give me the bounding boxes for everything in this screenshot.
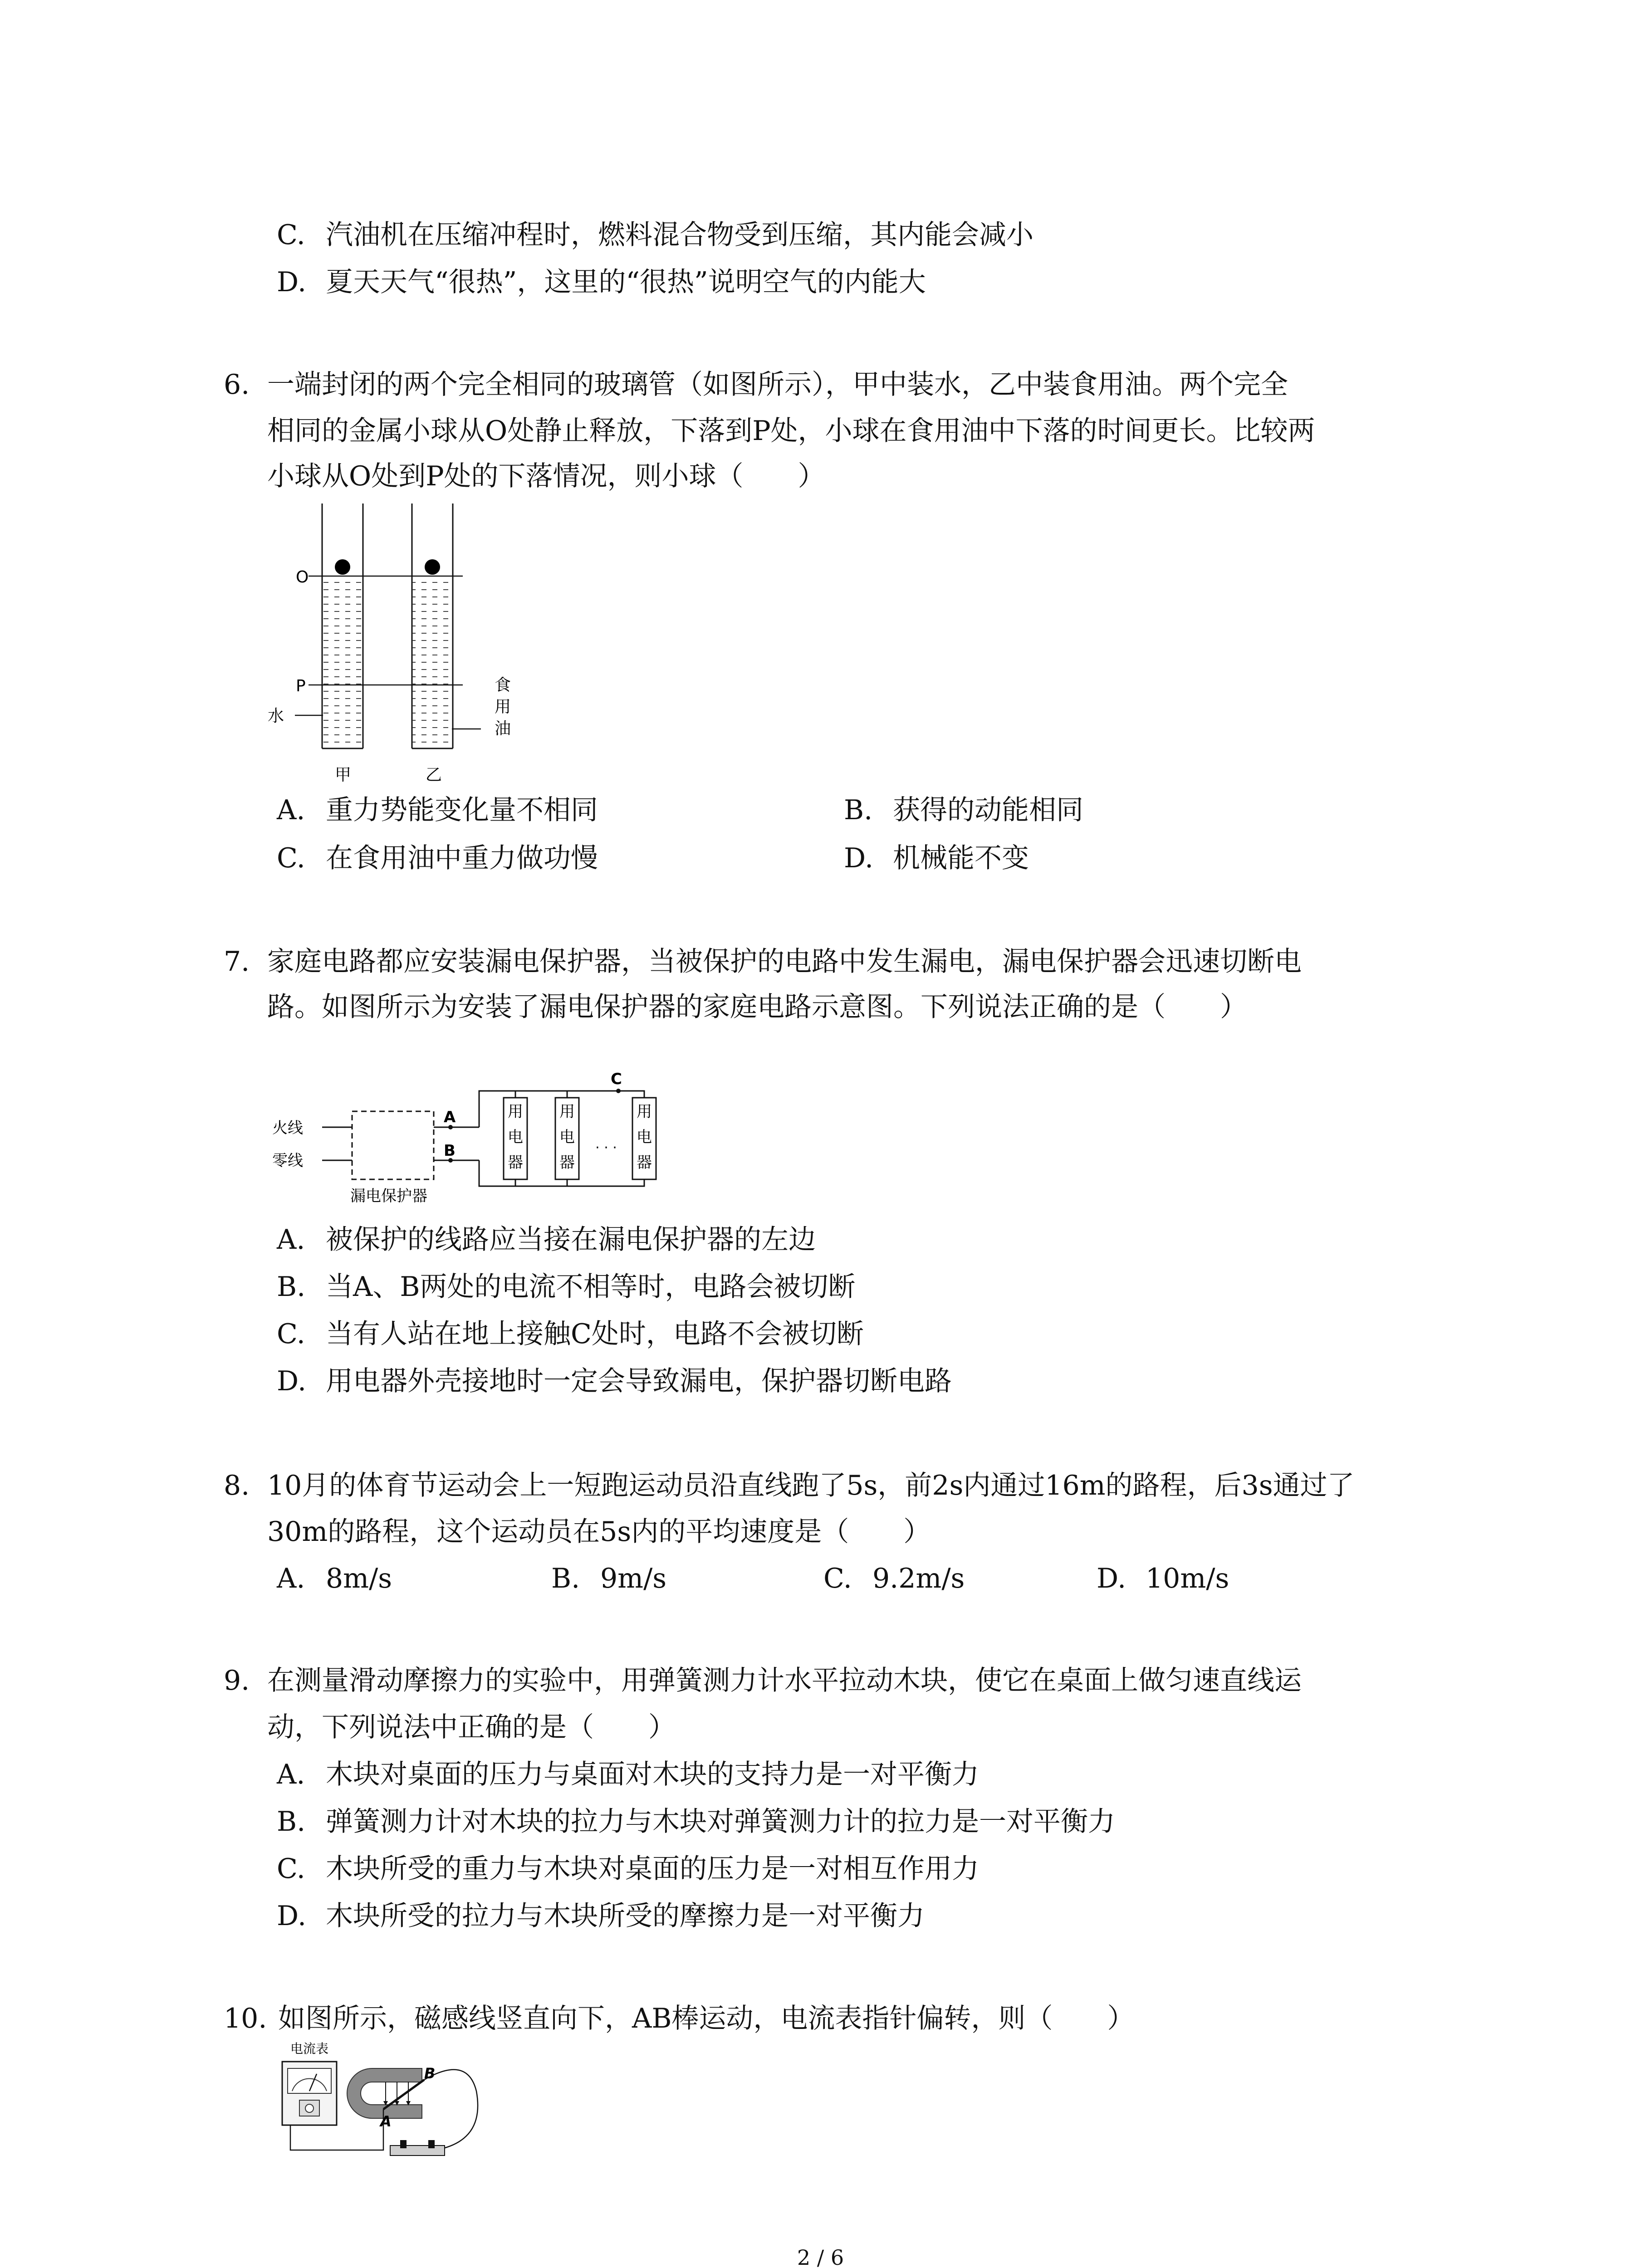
q5-option-d: D. 夏天天气“很热”，这里的“很热”说明空气的内能大: [277, 266, 926, 298]
svg-text:电: 电: [559, 1128, 575, 1146]
q8-option-b: B. 9m/s: [551, 1563, 667, 1594]
q9-option-c: C. 木块所受的重力与木块对桌面的压力是一对相互作用力: [277, 1853, 979, 1885]
label-protector: 漏电保护器: [350, 1187, 427, 1205]
label-fire-wire: 火线: [272, 1119, 303, 1137]
ball-yi: [425, 559, 440, 575]
u-magnet: [347, 2068, 422, 2118]
svg-text:用: 用: [637, 1103, 652, 1121]
q8-stem-line-1: 8. 10月的体育节运动会上一短跑运动员沿直线跑了5s，前2s内通过16m的路程，后3s通过了: [224, 1470, 1355, 1501]
oil-fill: [412, 576, 452, 748]
label-c: C: [611, 1070, 622, 1088]
water-fill: [323, 576, 362, 748]
page-number: 2 / 6: [797, 2245, 844, 2268]
point-c: [616, 1089, 621, 1093]
q6-option-d: D. 机械能不变: [844, 842, 1029, 874]
label-p: P: [296, 677, 306, 695]
label-yi: 乙: [426, 766, 442, 784]
label-b: B: [424, 2065, 436, 2082]
q8-option-d: D. 10m/s: [1097, 1563, 1230, 1594]
svg-text:器: 器: [559, 1154, 575, 1172]
q9-option-d: D. 木块所受的拉力与木块所受的摩擦力是一对平衡力: [277, 1900, 925, 1932]
q9-stem-line-1: 9. 在测量滑动摩擦力的实验中，用弹簧测力计水平拉动木块，使它在桌面上做匀速直线运: [224, 1665, 1302, 1696]
q6-stem-line-2: 相同的金属小球从O处静止释放，下落到P处，小球在食用油中下落的时间更长。比较两: [267, 415, 1315, 447]
q6-stem-line-3: 小球从O处到P处的下落情况，则小球（ ）: [267, 460, 825, 492]
q8-stem-line-2: 30m的路程，这个运动员在5s内的平均速度是（ ）: [267, 1516, 931, 1548]
svg-text:器: 器: [508, 1154, 523, 1172]
label-o: O: [296, 568, 309, 587]
svg-text:用: 用: [559, 1103, 575, 1121]
leakage-protector-box: [352, 1111, 434, 1179]
switch-base: [390, 2146, 445, 2156]
q7-option-d: D. 用电器外壳接地时一定会导致漏电，保护器切断电路: [277, 1365, 952, 1397]
label-a: A: [380, 2113, 392, 2130]
svg-text:电: 电: [637, 1128, 652, 1146]
q6-option-c: C. 在食用油中重力做功慢: [277, 842, 598, 874]
label-neutral-wire: 零线: [272, 1152, 303, 1170]
q7-option-a: A. 被保护的线路应当接在漏电保护器的左边: [277, 1224, 816, 1256]
label-oil-1: 食: [495, 676, 511, 694]
q7-stem-line-2: 路。如图所示为安装了漏电保护器的家庭电路示意图。下列说法正确的是（ ）: [267, 991, 1247, 1023]
q6-stem-line-1: 6. 一端封闭的两个完全相同的玻璃管（如图所示），甲中装水，乙中装食用油。两个完全: [224, 369, 1288, 401]
q10-figure-induction: [277, 2037, 531, 2177]
svg-text:用: 用: [508, 1103, 523, 1121]
q8-option-c: C. 9.2m/s: [823, 1563, 965, 1594]
q9-stem-line-2: 动，下列说法中正确的是（ ）: [267, 1711, 676, 1743]
label-a: A: [444, 1108, 456, 1126]
label-ammeter: 电流表: [290, 2041, 329, 2056]
label-oil-2: 用: [495, 698, 511, 716]
q9-option-b: B. 弹簧测力计对木块的拉力与木块对弹簧测力计的拉力是一对平衡力: [277, 1806, 1115, 1838]
svg-text:电: 电: [508, 1128, 523, 1146]
q6-option-a: A. 重力势能变化量不相同: [277, 794, 598, 826]
q7-option-c: C. 当有人站在地上接触C处时，电路不会被切断: [277, 1318, 864, 1350]
q9-option-a: A. 木块对桌面的压力与桌面对木块的支持力是一对平衡力: [277, 1759, 979, 1790]
q6-figure-tubes: [268, 499, 540, 798]
q8-option-a: A. 8m/s: [277, 1563, 392, 1594]
q10-stem-line-1: 10. 如图所示，磁感线竖直向下，AB棒运动，电流表指针偏转，则（ ）: [224, 2003, 1135, 2034]
ball-jia: [335, 559, 350, 575]
label-b: B: [444, 1142, 456, 1160]
svg-text:器: 器: [637, 1154, 652, 1172]
q6-option-b: B. 获得的动能相同: [844, 794, 1083, 826]
label-oil-3: 油: [495, 719, 511, 738]
label-water: 水: [268, 707, 284, 725]
appliance-dots: · · ·: [595, 1140, 617, 1156]
q7-figure-circuit: [272, 1066, 708, 1220]
q5-option-c: C. 汽油机在压缩冲程时，燃料混合物受到压缩，其内能会减小: [277, 219, 1034, 251]
q7-option-b: B. 当A、B两处的电流不相等时，电路会被切断: [277, 1271, 856, 1303]
label-jia: 甲: [335, 766, 352, 784]
q7-stem-line-1: 7. 家庭电路都应安装漏电保护器，当被保护的电路中发生漏电，漏电保护器会迅速切断电: [224, 946, 1302, 978]
